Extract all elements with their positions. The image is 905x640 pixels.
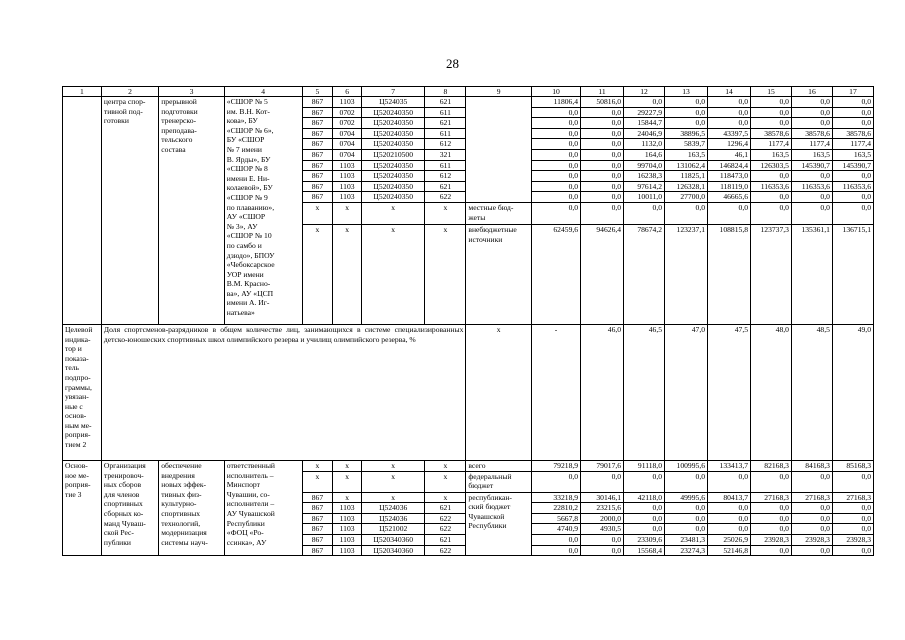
- code-cell: Ц520240350: [361, 192, 424, 203]
- value-cell: 0,0: [531, 118, 580, 129]
- value-cell: 100995,6: [665, 460, 708, 471]
- value-cell: 38578,6: [832, 128, 873, 139]
- value-cell: 0,0: [531, 192, 580, 203]
- code-cell: Ц524036: [361, 513, 424, 524]
- source-cell: [466, 181, 532, 192]
- code-cell: 867: [302, 524, 333, 535]
- value-cell: 0,0: [581, 149, 624, 160]
- code-cell: x: [425, 224, 466, 324]
- value-cell: 5839,7: [665, 139, 708, 150]
- value-cell: 42118,0: [624, 492, 665, 503]
- header-cell: 6: [333, 87, 362, 97]
- code-cell: 1103: [333, 181, 362, 192]
- value-cell: 0,0: [751, 192, 792, 203]
- value-cell: 2000,0: [581, 513, 624, 524]
- value-cell: 0,0: [624, 513, 665, 524]
- code-cell: 0704: [333, 139, 362, 150]
- value-cell: 118119,0: [708, 181, 751, 192]
- value-cell: 135361,1: [791, 224, 832, 324]
- code-cell: x: [333, 224, 362, 324]
- code-cell: Ц520240350: [361, 160, 424, 171]
- value-cell: 23309,6: [624, 534, 665, 545]
- code-cell: 867: [302, 160, 333, 171]
- code-cell: Ц520240350: [361, 128, 424, 139]
- value-cell: 145390,7: [791, 160, 832, 171]
- target-text: Доля спортсменов-разрядников в общем количестве лиц, занимающихся в системе специализированных детско-юношеских спортивных школ олимпийского резерва и училищ олимпийского резерва, %: [101, 324, 465, 460]
- code-cell: x: [333, 492, 362, 503]
- value-cell: 97614,2: [624, 181, 665, 192]
- value-cell: 38896,5: [665, 128, 708, 139]
- header-cell: 5: [302, 87, 333, 97]
- value-cell: 126328,1: [665, 181, 708, 192]
- value-cell: 0,0: [531, 534, 580, 545]
- value-cell: 164,6: [624, 149, 665, 160]
- value-cell: 23481,3: [665, 534, 708, 545]
- code-cell: 611: [425, 128, 466, 139]
- value-cell: 0,0: [624, 503, 665, 514]
- value-cell: 46,0: [581, 324, 624, 460]
- value-cell: 0,0: [751, 513, 792, 524]
- code-cell: 621: [425, 503, 466, 514]
- value-cell: 0,0: [665, 503, 708, 514]
- value-cell: 27168,3: [832, 492, 873, 503]
- header-cell: 16: [791, 87, 832, 97]
- code-cell: 1103: [333, 524, 362, 535]
- value-cell: 23928,3: [832, 534, 873, 545]
- header-cell: 1: [63, 87, 102, 97]
- code-cell: 611: [425, 107, 466, 118]
- code-cell: 621: [425, 181, 466, 192]
- code-cell: 1103: [333, 503, 362, 514]
- value-cell: 0,0: [581, 471, 624, 492]
- code-cell: 612: [425, 171, 466, 182]
- value-cell: 49995,6: [665, 492, 708, 503]
- code-cell: Ц520240350: [361, 118, 424, 129]
- value-cell: 116353,6: [832, 181, 873, 192]
- code-cell: x: [333, 202, 362, 224]
- value-cell: 0,0: [624, 524, 665, 535]
- value-cell: 0,0: [665, 524, 708, 535]
- value-cell: 46,1: [708, 149, 751, 160]
- value-cell: 0,0: [832, 192, 873, 203]
- budget-table: [62, 86, 874, 556]
- header-cell: 12: [624, 87, 665, 97]
- value-cell: 133413,7: [708, 460, 751, 471]
- value-cell: 29227,9: [624, 107, 665, 118]
- value-cell: 0,0: [791, 107, 832, 118]
- code-cell: x: [361, 460, 424, 471]
- value-cell: 0,0: [581, 202, 624, 224]
- header-cell: 10: [531, 87, 580, 97]
- value-cell: 85168,3: [832, 460, 873, 471]
- value-cell: 1177,4: [832, 139, 873, 150]
- code-cell: 867: [302, 128, 333, 139]
- code-cell: x: [302, 202, 333, 224]
- value-cell: 0,0: [665, 513, 708, 524]
- value-cell: 79017,6: [581, 460, 624, 471]
- value-cell: 91118,0: [624, 460, 665, 471]
- value-cell: 52146,8: [708, 545, 751, 556]
- code-cell: 867: [302, 545, 333, 556]
- value-cell: 0,0: [581, 107, 624, 118]
- value-cell: 0,0: [708, 107, 751, 118]
- source-cell: федеральный бюджет: [466, 471, 532, 492]
- value-cell: 0,0: [791, 202, 832, 224]
- value-cell: 131062,4: [665, 160, 708, 171]
- value-cell: 5667,8: [531, 513, 580, 524]
- value-cell: 0,0: [751, 524, 792, 535]
- value-cell: 163,5: [832, 149, 873, 160]
- value-cell: 0,0: [832, 503, 873, 514]
- value-cell: 0,0: [531, 139, 580, 150]
- value-cell: 0,0: [708, 513, 751, 524]
- code-cell: x: [302, 471, 333, 492]
- value-cell: 0,0: [531, 202, 580, 224]
- value-cell: 1296,4: [708, 139, 751, 150]
- source-cell: [466, 192, 532, 203]
- value-cell: 0,0: [708, 202, 751, 224]
- code-cell: 621: [425, 97, 466, 108]
- value-cell: 0,0: [531, 181, 580, 192]
- header-cell: 15: [751, 87, 792, 97]
- code-cell: 867: [302, 139, 333, 150]
- value-cell: 0,0: [832, 202, 873, 224]
- value-cell: 0,0: [665, 107, 708, 118]
- value-cell: 25026,9: [708, 534, 751, 545]
- code-cell: 1103: [333, 171, 362, 182]
- header-cell: 7: [361, 87, 424, 97]
- code-cell: 1103: [333, 545, 362, 556]
- value-cell: 0,0: [581, 128, 624, 139]
- value-cell: 0,0: [581, 181, 624, 192]
- value-cell: 163,5: [751, 149, 792, 160]
- value-cell: 123237,1: [665, 224, 708, 324]
- value-cell: 23928,3: [751, 534, 792, 545]
- code-cell: x: [425, 202, 466, 224]
- value-cell: 47,0: [665, 324, 708, 460]
- code-cell: 867: [302, 503, 333, 514]
- value-cell: 27168,3: [751, 492, 792, 503]
- value-cell: 80413,7: [708, 492, 751, 503]
- value-cell: 0,0: [832, 97, 873, 108]
- value-cell: 0,0: [531, 545, 580, 556]
- value-cell: 27700,0: [665, 192, 708, 203]
- code-cell: Ц520240350: [361, 181, 424, 192]
- header-cell: 9: [466, 87, 532, 97]
- value-cell: 0,0: [581, 139, 624, 150]
- header-cell: 13: [665, 87, 708, 97]
- value-cell: 16238,3: [624, 171, 665, 182]
- value-cell: 33218,9: [531, 492, 580, 503]
- value-cell: 118473,0: [708, 171, 751, 182]
- value-cell: 0,0: [531, 128, 580, 139]
- header-cell: 8: [425, 87, 466, 97]
- header-row: [63, 87, 874, 97]
- code-cell: 867: [302, 534, 333, 545]
- page-number: 28: [446, 56, 459, 71]
- value-cell: -: [531, 324, 580, 460]
- table-row: [63, 97, 874, 108]
- value-cell: 163,5: [665, 149, 708, 160]
- value-cell: 0,0: [531, 107, 580, 118]
- source-cell: [466, 97, 532, 108]
- source-cell: местные бюд- жеты: [466, 202, 532, 224]
- value-cell: 24046,9: [624, 128, 665, 139]
- block1-col4: «СШОР № 5 им. В.Н. Кот- кова», БУ «СШОР № 6», БУ «СШОР № 7 имени В. Ярды», БУ «СШОР № 8 имени Е. Ни- колаевой», БУ «СШОР № 9 по плаванию», АУ «СШОР № 3», АУ «СШОР № 10 по самбо и дзюдо», БПОУ «Чебоксарское УОР имени В.М. Красно- ва», АУ «ЦСП имени А. Иг- натьева»: [224, 97, 302, 325]
- value-cell: 0,0: [751, 107, 792, 118]
- value-cell: 0,0: [832, 513, 873, 524]
- value-cell: 0,0: [791, 171, 832, 182]
- code-cell: 867: [302, 97, 333, 108]
- code-cell: Ц520210500: [361, 149, 424, 160]
- value-cell: 94626,4: [581, 224, 624, 324]
- code-cell: Ц520240350: [361, 107, 424, 118]
- value-cell: 0,0: [751, 503, 792, 514]
- block3-col2: Организация тренировоч- ных сборов для членов спортивных сборных ко- манд Чуваш- ской Рес- публики: [101, 460, 158, 555]
- value-cell: 0,0: [581, 171, 624, 182]
- code-cell: x: [425, 460, 466, 471]
- code-cell: 321: [425, 149, 466, 160]
- value-cell: 46,5: [624, 324, 665, 460]
- header-cell: 2: [101, 87, 158, 97]
- code-cell: Ц520240350: [361, 139, 424, 150]
- value-cell: 0,0: [581, 534, 624, 545]
- value-cell: 0,0: [665, 118, 708, 129]
- value-cell: 10011,0: [624, 192, 665, 203]
- code-cell: 867: [302, 118, 333, 129]
- source-cell: [466, 149, 532, 160]
- target-label: Целевой индика- тор и показа- тель подпро- граммы, увязан- ные с основ- ным ме- роприя- тием 2: [63, 324, 102, 460]
- code-cell: x: [361, 492, 424, 503]
- code-cell: 1103: [333, 97, 362, 108]
- value-cell: 0,0: [791, 503, 832, 514]
- code-cell: x: [302, 224, 333, 324]
- value-cell: 0,0: [624, 471, 665, 492]
- value-cell: 0,0: [624, 202, 665, 224]
- code-cell: 612: [425, 139, 466, 150]
- code-cell: 0702: [333, 107, 362, 118]
- value-cell: 0,0: [708, 524, 751, 535]
- value-cell: 0,0: [531, 160, 580, 171]
- code-cell: 867: [302, 513, 333, 524]
- value-cell: 0,0: [665, 97, 708, 108]
- value-cell: 116353,6: [751, 181, 792, 192]
- value-cell: 50816,0: [581, 97, 624, 108]
- value-cell: 38578,6: [791, 128, 832, 139]
- code-cell: Ц521002: [361, 524, 424, 535]
- code-cell: x: [302, 460, 333, 471]
- code-cell: 1103: [333, 534, 362, 545]
- code-cell: 622: [425, 545, 466, 556]
- value-cell: 38578,6: [751, 128, 792, 139]
- code-cell: x: [361, 202, 424, 224]
- code-cell: Ц520340360: [361, 534, 424, 545]
- code-cell: 867: [302, 181, 333, 192]
- value-cell: 27168,3: [791, 492, 832, 503]
- code-cell: Ц520340360: [361, 545, 424, 556]
- code-cell: 0702: [333, 118, 362, 129]
- code-cell: 622: [425, 524, 466, 535]
- target-col9: x: [466, 324, 532, 460]
- source-cell: [466, 171, 532, 182]
- value-cell: 23215,6: [581, 503, 624, 514]
- value-cell: 4930,5: [581, 524, 624, 535]
- value-cell: 0,0: [581, 118, 624, 129]
- value-cell: 82168,3: [751, 460, 792, 471]
- value-cell: 0,0: [832, 171, 873, 182]
- value-cell: 47,5: [708, 324, 751, 460]
- value-cell: 0,0: [531, 171, 580, 182]
- value-cell: 15568,4: [624, 545, 665, 556]
- value-cell: 0,0: [791, 513, 832, 524]
- code-cell: 1103: [333, 513, 362, 524]
- source-cell: всего: [466, 460, 532, 471]
- value-cell: 0,0: [708, 503, 751, 514]
- value-cell: 1177,4: [751, 139, 792, 150]
- value-cell: 49,0: [832, 324, 873, 460]
- target-indicator-row: [63, 324, 874, 460]
- header-cell: 4: [224, 87, 302, 97]
- source-cell: [466, 160, 532, 171]
- value-cell: 0,0: [751, 545, 792, 556]
- value-cell: 126303,5: [751, 160, 792, 171]
- value-cell: 145390,7: [832, 160, 873, 171]
- source-cell: [466, 128, 532, 139]
- value-cell: 0,0: [751, 471, 792, 492]
- code-cell: x: [425, 492, 466, 503]
- value-cell: 0,0: [791, 118, 832, 129]
- code-cell: x: [425, 471, 466, 492]
- value-cell: 0,0: [832, 524, 873, 535]
- value-cell: 15844,7: [624, 118, 665, 129]
- code-cell: 621: [425, 534, 466, 545]
- value-cell: 30146,1: [581, 492, 624, 503]
- value-cell: 0,0: [751, 202, 792, 224]
- value-cell: 0,0: [665, 471, 708, 492]
- code-cell: 622: [425, 513, 466, 524]
- value-cell: 136715,1: [832, 224, 873, 324]
- block3-col1: Основ- ное ме- роприя- тие 3: [63, 460, 102, 555]
- value-cell: 108815,8: [708, 224, 751, 324]
- value-cell: 0,0: [624, 97, 665, 108]
- code-cell: 621: [425, 118, 466, 129]
- value-cell: 11806,4: [531, 97, 580, 108]
- value-cell: 0,0: [665, 202, 708, 224]
- source-cell: [466, 139, 532, 150]
- code-cell: 867: [302, 107, 333, 118]
- value-cell: 0,0: [581, 192, 624, 203]
- code-cell: Ц524035: [361, 97, 424, 108]
- value-cell: 0,0: [751, 171, 792, 182]
- value-cell: 163,5: [791, 149, 832, 160]
- value-cell: 4740,9: [531, 524, 580, 535]
- block1-col1: [63, 97, 102, 325]
- value-cell: 0,0: [751, 97, 792, 108]
- code-cell: Ц524036: [361, 503, 424, 514]
- value-cell: 23928,3: [791, 534, 832, 545]
- header-cell: 14: [708, 87, 751, 97]
- value-cell: 0,0: [791, 524, 832, 535]
- value-cell: 78674,2: [624, 224, 665, 324]
- header-cell: 17: [832, 87, 873, 97]
- value-cell: 99704,0: [624, 160, 665, 171]
- code-cell: x: [333, 471, 362, 492]
- value-cell: 0,0: [751, 118, 792, 129]
- code-cell: 1103: [333, 160, 362, 171]
- value-cell: 84168,3: [791, 460, 832, 471]
- source-cell: внебюджетные источники: [466, 224, 532, 324]
- block3-col3: обеспечение внедрения новых эффек- тивных физ- культурно- спортивных технологий, модернизация системы науч-: [159, 460, 225, 555]
- value-cell: 0,0: [791, 192, 832, 203]
- block1-col2: центра спор- тивной под- готовки: [101, 97, 158, 325]
- code-cell: Ц520240350: [361, 171, 424, 182]
- value-cell: 0,0: [708, 97, 751, 108]
- source-cell: [466, 118, 532, 129]
- value-cell: 48,0: [751, 324, 792, 460]
- code-cell: 867: [302, 492, 333, 503]
- value-cell: 0,0: [708, 471, 751, 492]
- value-cell: 0,0: [791, 97, 832, 108]
- value-cell: 62459,6: [531, 224, 580, 324]
- code-cell: 0704: [333, 149, 362, 160]
- code-cell: 0704: [333, 128, 362, 139]
- value-cell: 0,0: [531, 149, 580, 160]
- value-cell: 43397,5: [708, 128, 751, 139]
- value-cell: 0,0: [791, 545, 832, 556]
- value-cell: 0,0: [708, 118, 751, 129]
- value-cell: 0,0: [581, 545, 624, 556]
- source-cell: [466, 107, 532, 118]
- value-cell: 79218,9: [531, 460, 580, 471]
- value-cell: 0,0: [832, 471, 873, 492]
- value-cell: 146824,4: [708, 160, 751, 171]
- header-cell: 11: [581, 87, 624, 97]
- table-row: [63, 460, 874, 471]
- code-cell: x: [361, 224, 424, 324]
- code-cell: 622: [425, 192, 466, 203]
- value-cell: 48,5: [791, 324, 832, 460]
- value-cell: 0,0: [832, 118, 873, 129]
- source-cell: республикан- ский бюджет Чувашской Республики: [466, 492, 532, 556]
- value-cell: 1132,0: [624, 139, 665, 150]
- value-cell: 116353,6: [791, 181, 832, 192]
- code-cell: x: [333, 460, 362, 471]
- code-cell: 1103: [333, 192, 362, 203]
- value-cell: 1177,4: [791, 139, 832, 150]
- value-cell: 0,0: [832, 107, 873, 118]
- header-cell: 3: [159, 87, 225, 97]
- value-cell: 46665,6: [708, 192, 751, 203]
- value-cell: 0,0: [791, 471, 832, 492]
- value-cell: 0,0: [581, 160, 624, 171]
- code-cell: 867: [302, 171, 333, 182]
- block1-col3: прерывной подготовки тренерско- преподава- тельского состава: [159, 97, 225, 325]
- value-cell: 22810,2: [531, 503, 580, 514]
- code-cell: 611: [425, 160, 466, 171]
- value-cell: 11825,1: [665, 171, 708, 182]
- value-cell: 123737,3: [751, 224, 792, 324]
- code-cell: x: [361, 471, 424, 492]
- value-cell: 23274,3: [665, 545, 708, 556]
- block3-col4: ответственный исполнитель – Минспорт Чувашии, со- исполнители – АУ Чувашской Республики «ФОЦ «Ро- ссинка», АУ: [224, 460, 302, 555]
- code-cell: 867: [302, 149, 333, 160]
- code-cell: 867: [302, 192, 333, 203]
- value-cell: 0,0: [832, 545, 873, 556]
- value-cell: 0,0: [531, 471, 580, 492]
